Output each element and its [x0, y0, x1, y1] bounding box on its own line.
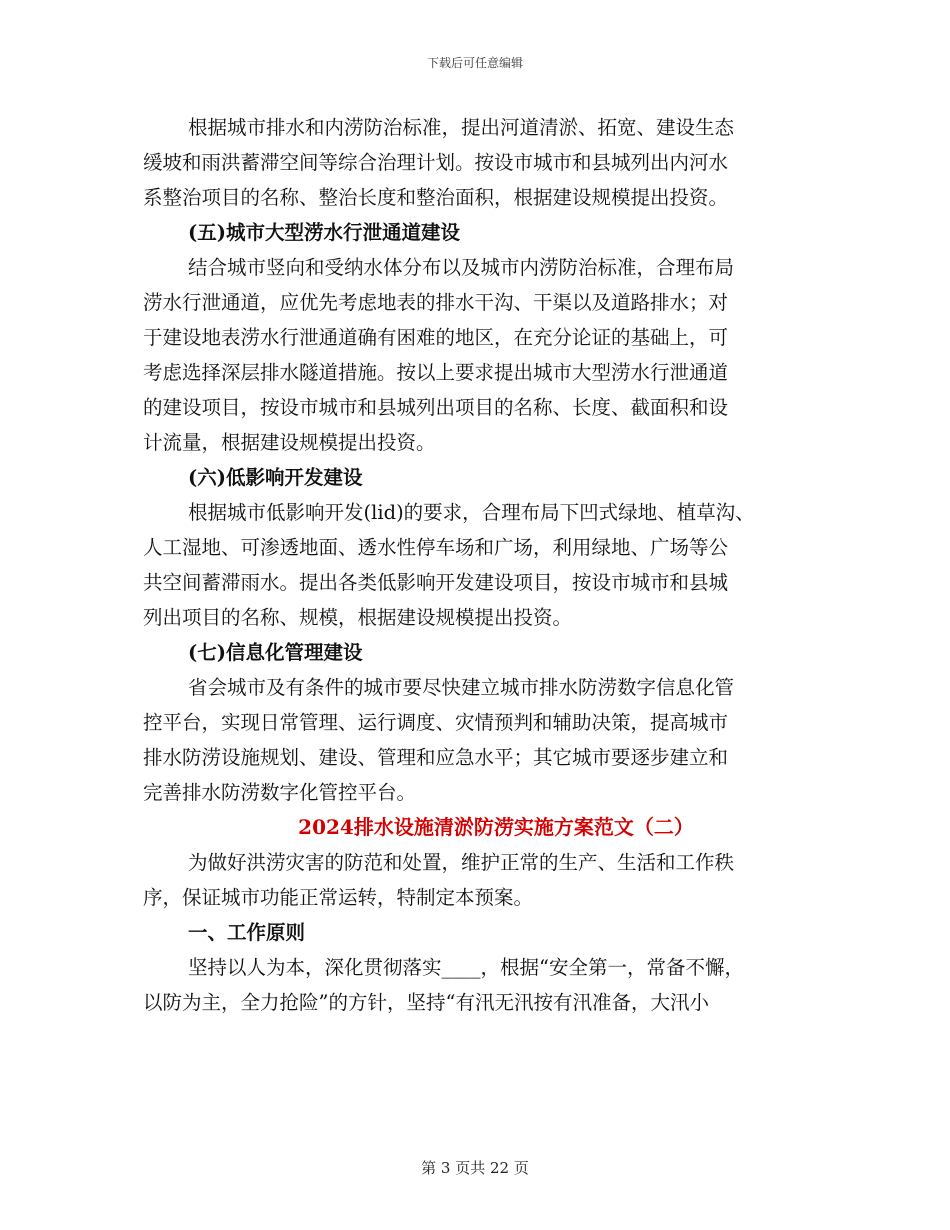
page-footer: 第 3 页共 22 页	[421, 1159, 529, 1177]
section-heading: (五)城市大型涝水行泄通道建设	[188, 221, 460, 244]
section-heading: (六)低影响开发建设	[188, 466, 363, 489]
body-line: 人工湿地、可渗透地面、透水性停车场和广场，利用绿地、广场等公	[143, 536, 729, 559]
body-line: 根据城市排水和内涝防治标准，提出河道清淤、拓宽、建设生态	[188, 116, 735, 139]
page-header: 下载后可任意编辑	[426, 56, 523, 70]
document-body	[143, 110, 833, 1020]
body-line: 缓坡和雨洪蓄滞空间等综合治理计划。按设市城市和县城列出内河水	[143, 151, 729, 174]
body-line: 为做好洪涝灾害的防范和处置，维护正常的生产、生活和工作秩	[188, 851, 735, 874]
body-line: 根据城市低影响开发(lid)的要求，合理布局下凹式绿地、植草沟、	[188, 501, 755, 524]
body-line: 涝水行泄通道，应优先考虑地表的排水干沟、干渠以及道路排水；对	[143, 291, 729, 314]
body-line: 系整治项目的名称、整治长度和整治面积，根据建设规模提出投资。	[143, 186, 729, 209]
body-line: 的建设项目，按设市城市和县城列出项目的名称、长度、截面积和设	[143, 396, 729, 419]
body-line: 列出项目的名称、规模，根据建设规模提出投资。	[143, 606, 573, 629]
section-heading: 一、工作原则	[188, 921, 306, 944]
section-heading: (七)信息化管理建设	[188, 641, 363, 664]
body-line: 完善排水防涝数字化管控平台。	[143, 781, 417, 804]
body-line: 计流量，根据建设规模提出投资。	[143, 431, 436, 454]
body-line: 于建设地表涝水行泄通道确有困难的地区，在充分论证的基础上，可	[143, 326, 729, 349]
body-line: 控平台，实现日常管理、运行调度、灾情预判和辅助决策，提高城市	[143, 711, 729, 734]
body-line: 以防为主，全力抢险”的方针，坚持“有汛无汛按有汛准备，大汛小	[143, 991, 709, 1014]
body-line: 序，保证城市功能正常运转，特制定本预案。	[143, 886, 534, 909]
body-line: 考虑选择深层排水隧道措施。按以上要求提出城市大型涝水行泄通道	[143, 361, 729, 384]
body-line: 排水防涝设施规划、建设、管理和应急水平；其它城市要逐步建立和	[143, 746, 729, 769]
body-line: 坚持以人为本，深化贯彻落实____，根据“安全第一，常备不懈，	[188, 956, 744, 979]
document-title: 2024排水设施清淤防涝实施方案范文（二）	[298, 815, 694, 839]
body-line: 省会城市及有条件的城市要尽快建立城市排水防涝数字信息化管	[188, 676, 735, 699]
body-line: 结合城市竖向和受纳水体分布以及城市内涝防治标准，合理布局	[188, 256, 735, 279]
body-line: 共空间蓄滞雨水。提出各类低影响开发建设项目，按设市城市和县城	[143, 571, 729, 594]
